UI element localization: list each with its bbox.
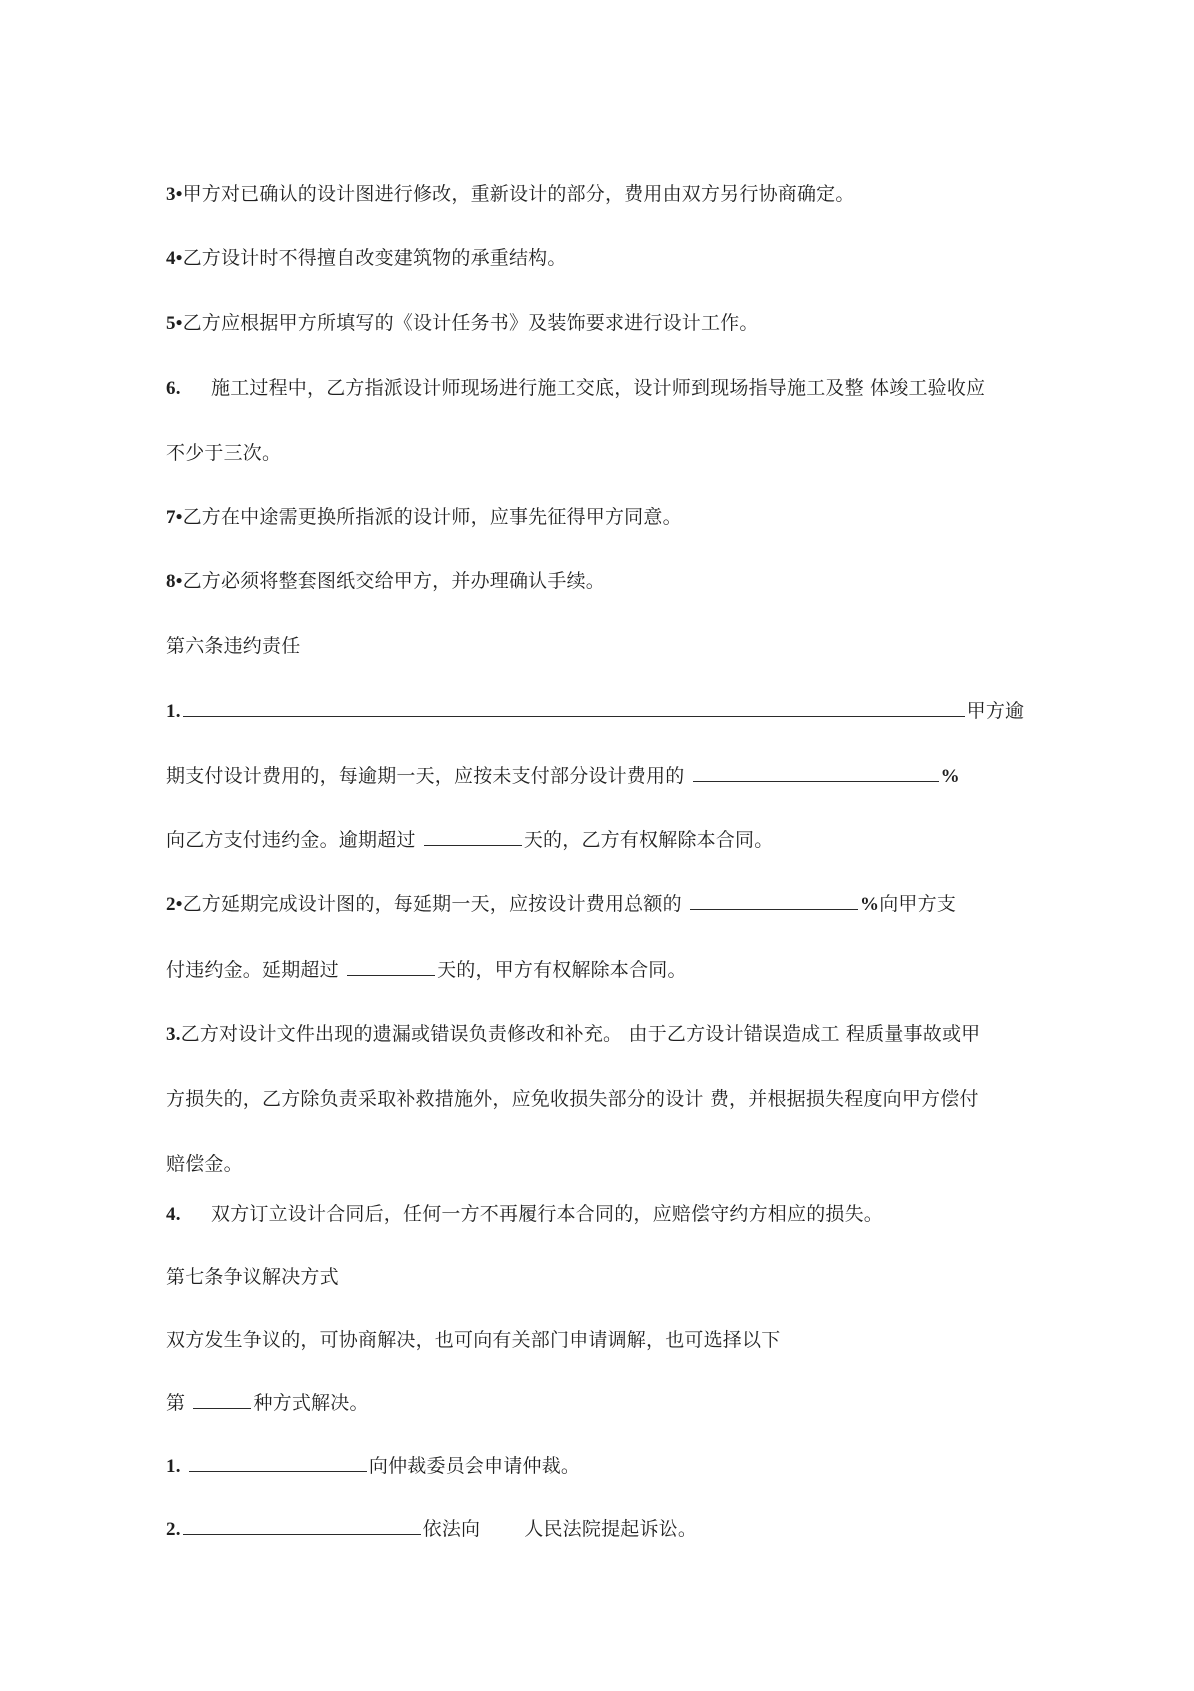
clause-text: 乙方设计时不得擅自改变建筑物的承重结构。 — [182, 247, 567, 269]
item-number: 1. — [166, 701, 181, 722]
article-6-item-1 — [166, 699, 1024, 724]
clause-text: 甲方对已确认的设计图进行修改，重新设计的部分，费用由双方另行协商确定。 — [182, 183, 855, 205]
clause-8 — [166, 569, 605, 594]
item-text: 人民法院提起诉讼。 — [524, 1518, 698, 1540]
item-number: 4. — [166, 1204, 181, 1225]
choice-blank[interactable] — [193, 1391, 251, 1409]
clause-number: 8• — [166, 571, 183, 592]
article-7-title: 第七条争议解决方式 — [166, 1266, 339, 1288]
article-6-item-3-line-2: 方损失的，乙方除负责采取补救措施外，应免收损失部分的设计 费，并根据损失程度向甲方偿付 — [166, 1088, 979, 1110]
arbitration-blank[interactable] — [189, 1454, 367, 1472]
clause-6-continuation: 不少于三次。 — [166, 442, 282, 464]
item-text: 向乙方支付违约金。逾期超过 — [166, 829, 416, 851]
item-text: 双方订立设计合同后，任何一方不再履行本合同的，应赔偿守约方相应的损失。 — [211, 1203, 884, 1225]
clause-number: 3• — [166, 184, 183, 205]
item-number: 2. — [166, 1519, 181, 1540]
clause-text: 乙方必须将整套图纸交给甲方，并办理确认手续。 — [182, 570, 605, 592]
percent-blank[interactable] — [693, 764, 939, 782]
item-number: 3. — [166, 1024, 181, 1045]
article-7-intro: 双方发生争议的，可协商解决，也可向有关部门申请调解，也可选择以下 — [166, 1329, 781, 1351]
item-text: 期支付设计费用的，每逾期一天，应按未支付部分设计费用的 — [166, 765, 685, 787]
clause-3 — [166, 182, 855, 207]
clause-number: 6. — [166, 378, 181, 399]
days-blank[interactable] — [347, 958, 435, 976]
clause-7 — [166, 505, 682, 530]
item-text: 依法向 — [422, 1518, 481, 1540]
percent-blank[interactable] — [690, 892, 858, 910]
article-6-title: 第六条违约责任 — [166, 635, 301, 657]
item-text: 甲方逾 — [966, 700, 1025, 722]
clause-number: 5• — [166, 313, 183, 334]
item-text: 付违约金。延期超过 — [166, 959, 339, 981]
fill-blank[interactable] — [183, 699, 965, 717]
article-6-item-2-line-2 — [166, 958, 687, 982]
article-6-item-3-line-3: 赔偿金。 — [166, 1153, 243, 1175]
days-blank[interactable] — [424, 828, 522, 846]
item-text: 向甲方支 — [879, 893, 957, 915]
article-7-option-1 — [166, 1454, 580, 1479]
clause-4 — [166, 246, 567, 271]
percent-sign: % — [940, 766, 960, 787]
clause-5 — [166, 311, 759, 336]
article-6-item-3 — [166, 1022, 980, 1047]
clause-6 — [166, 376, 985, 401]
clause-number: 7• — [166, 507, 183, 528]
item-text: 天的，乙方有权解除本合同。 — [523, 829, 774, 851]
clause-text: 乙方应根据甲方所填写的《设计任务书》及装饰要求进行设计工作。 — [182, 312, 759, 334]
item-number: 1. — [166, 1456, 181, 1477]
article-6-item-1-line-2 — [166, 764, 960, 789]
article-7-option-2 — [166, 1517, 697, 1542]
item-text: 乙方对设计文件出现的遗漏或错误负责修改和补充。 由于乙方设计错误造成工 程质量事故或甲 — [180, 1023, 981, 1045]
item-text: 天的，甲方有权解除本合同。 — [437, 959, 687, 981]
item-number: 2• — [166, 894, 183, 915]
article-6-item-4 — [166, 1202, 883, 1227]
clause-text: 施工过程中，乙方指派设计师现场进行施工交底，设计师到现场指导施工及整 体竣工验收应 — [211, 377, 986, 399]
article-6-item-2 — [166, 892, 956, 917]
item-text: 向仲裁委员会申请仲裁。 — [368, 1455, 581, 1477]
item-text: 第 — [166, 1392, 186, 1414]
percent-sign: % — [860, 894, 880, 915]
article-7-choice — [166, 1391, 369, 1415]
item-text: 种方式解决。 — [253, 1392, 369, 1414]
item-text: 乙方延期完成设计图的，每延期一天，应按设计费用总额的 — [182, 893, 682, 915]
court-blank[interactable] — [183, 1517, 421, 1535]
clause-number: 4• — [166, 248, 183, 269]
article-6-item-1-line-3 — [166, 828, 773, 852]
clause-text: 乙方在中途需更换所指派的设计师，应事先征得甲方同意。 — [182, 506, 682, 528]
